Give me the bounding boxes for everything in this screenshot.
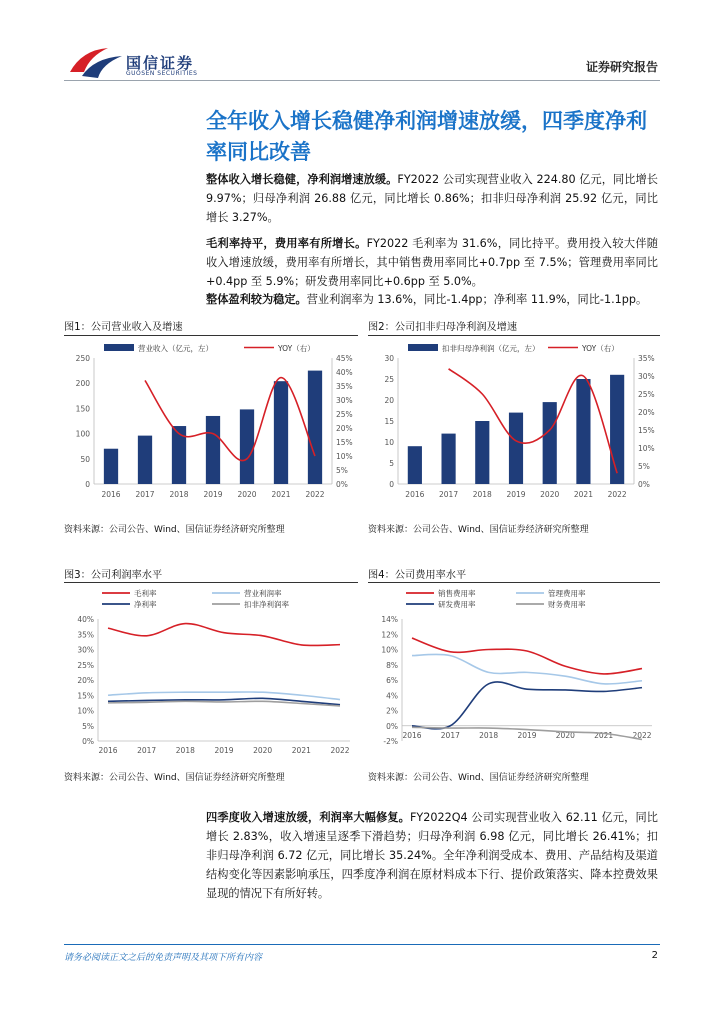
fig2-ytick-left: 25 bbox=[384, 375, 394, 384]
fig2-ytick-left: 10 bbox=[384, 438, 394, 447]
fig1-ytick-right: 35% bbox=[336, 382, 353, 391]
fig2-legend-bar-swatch bbox=[408, 344, 438, 351]
fig1-xtick: 2018 bbox=[169, 490, 189, 499]
fig4-chart bbox=[368, 585, 660, 757]
fig3-title: 图3：公司利润率水平 bbox=[64, 570, 163, 581]
fig2-ytick-right: 5% bbox=[638, 462, 650, 471]
paragraph-1-body: FY2022 公司实现营业收入 224.80 亿元，同比增长 9.97%；归母净利润 26.88 亿元，同比增长 0.86%；扣非归母净利润 25.92 亿元，同比增长 3.27%。 bbox=[206, 173, 658, 224]
fig4-ytick: 12% bbox=[381, 630, 398, 640]
fig2-chart bbox=[368, 338, 660, 510]
fig2-ytick-left: 5 bbox=[389, 459, 394, 468]
fig1-source: 资料来源：公司公告、Wind、国信证券经济研究所整理 bbox=[64, 525, 285, 535]
fig1-xtick: 2022 bbox=[305, 490, 325, 499]
fig4-xtick: 2016 bbox=[402, 730, 422, 740]
fig2-bar bbox=[441, 434, 455, 484]
paragraph-3-body: 营业利润率为 13.6%，同比-1.4pp；净利率 11.9%，同比-1.1pp。 bbox=[306, 293, 648, 306]
header-divider bbox=[64, 80, 660, 81]
paragraph-4-lead: 四季度收入增速放缓，利润率大幅修复。 bbox=[206, 811, 410, 824]
fig2-xtick: 2017 bbox=[439, 490, 459, 499]
fig3-source: 资料来源：公司公告、Wind、国信证券经济研究所整理 bbox=[64, 773, 285, 783]
fig3-ytick: 15% bbox=[77, 691, 94, 701]
fig2-ytick-right: 35% bbox=[638, 354, 655, 363]
fig4-title-line bbox=[368, 582, 660, 583]
paragraph-4-body: FY2022Q4 公司实现营业收入 62.11 亿元，同比增长 2.83%，收入增速呈逐季下滑趋势；归母净利润 6.98 亿元，同比增长 26.41%；扣非归母净利润 6.72 亿元，同比增长 35.24%。全年净利润受成本、费用、产品结构及渠道结构变化等因素影响承压，四季度净利润在原材料成本下行、提价政策落实、降本控费效果显现的情况下有所好转。 bbox=[206, 811, 658, 900]
fig3-series-line bbox=[108, 692, 340, 700]
fig3-series-line bbox=[108, 624, 340, 646]
fig1-ytick-left: 150 bbox=[75, 404, 90, 414]
fig1-title: 图1：公司营业收入及增速 bbox=[64, 322, 183, 333]
fig1-ytick-right: 25% bbox=[336, 410, 353, 419]
fig4-ytick: 0% bbox=[386, 721, 398, 731]
fig1-xtick: 2016 bbox=[101, 490, 121, 499]
guosen-logo-icon bbox=[68, 46, 124, 80]
fig2-bar bbox=[509, 413, 523, 484]
fig4-source: 资料来源：公司公告、Wind、国信证券经济研究所整理 bbox=[368, 773, 589, 783]
fig1-bar bbox=[104, 449, 118, 484]
fig4-series-line bbox=[412, 654, 642, 684]
fig3-xtick: 2021 bbox=[291, 746, 311, 755]
fig3-xtick: 2022 bbox=[330, 746, 350, 755]
fig2-xtick: 2019 bbox=[506, 490, 526, 499]
fig4-series-line bbox=[412, 682, 642, 729]
fig2-bar bbox=[475, 421, 489, 484]
fig2-bar bbox=[408, 446, 422, 484]
fig4-xtick: 2018 bbox=[479, 730, 499, 740]
fig2-source: 资料来源：公司公告、Wind、国信证券经济研究所整理 bbox=[368, 525, 589, 535]
fig1-xtick: 2019 bbox=[203, 490, 223, 499]
paragraph-4 bbox=[206, 808, 658, 903]
fig4-ytick: 14% bbox=[381, 615, 398, 624]
fig3-title-line bbox=[64, 582, 358, 583]
fig1-ytick-left: 200 bbox=[75, 379, 90, 389]
fig1-ytick-right: 45% bbox=[336, 354, 353, 363]
fig2-yoy-line bbox=[449, 369, 618, 473]
paragraph-3-lead: 整体盈利较为稳定。 bbox=[206, 293, 307, 306]
fig1-ytick-left: 0 bbox=[85, 480, 90, 489]
fig4-xtick: 2022 bbox=[632, 730, 652, 740]
fig4-xtick: 2020 bbox=[555, 730, 575, 740]
section-title: 全年收入增长稳健净利润增速放缓，四季度净利率同比改善 bbox=[206, 109, 647, 164]
company-name: 国信证券 bbox=[126, 54, 195, 72]
fig4-ytick: 6% bbox=[386, 676, 398, 685]
footer-divider bbox=[64, 944, 660, 945]
fig2-xtick: 2018 bbox=[472, 490, 492, 499]
fig3-xtick: 2020 bbox=[253, 746, 273, 755]
fig2-ytick-left: 0 bbox=[389, 480, 394, 489]
fig3-legend-label: 扣非净利润率 bbox=[244, 600, 289, 609]
fig2-xtick: 2020 bbox=[540, 490, 560, 499]
fig2-title: 图2：公司扣非归母净利润及增速 bbox=[368, 322, 518, 333]
fig1-ytick-right: 15% bbox=[336, 438, 353, 447]
fig2-ytick-right: 0% bbox=[638, 480, 650, 489]
paragraph-1 bbox=[206, 170, 658, 227]
fig3-xtick: 2019 bbox=[214, 746, 234, 755]
fig2-bar bbox=[610, 375, 624, 484]
fig4-ytick: 2% bbox=[386, 706, 398, 716]
fig1-ytick-right: 0% bbox=[336, 480, 348, 489]
paragraph-2-lead: 毛利率持平，费用率有所增长。 bbox=[206, 237, 367, 250]
fig4-ytick: 4% bbox=[386, 691, 398, 701]
fig1-ytick-right: 30% bbox=[336, 396, 353, 405]
fig2-ytick-right: 25% bbox=[638, 390, 655, 399]
paragraph-1-lead: 整体收入增长稳健，净利润增速放缓。 bbox=[206, 173, 398, 186]
fig1-xtick: 2020 bbox=[237, 490, 257, 499]
fig1-legend-line-label: YOY（右） bbox=[278, 344, 315, 353]
fig1-chart bbox=[64, 338, 358, 510]
fig1-ytick-right: 20% bbox=[336, 424, 353, 433]
fig2-legend-line-label: YOY（右） bbox=[582, 344, 619, 353]
fig1-ytick-right: 40% bbox=[336, 368, 353, 377]
fig1-title-line bbox=[64, 335, 358, 336]
fig2-xtick: 2021 bbox=[573, 490, 593, 499]
fig2-title-line bbox=[368, 335, 660, 336]
fig4-title: 图4：公司费用率水平 bbox=[368, 570, 467, 581]
fig1-legend-bar-swatch bbox=[104, 344, 134, 351]
fig1-bar bbox=[274, 381, 288, 484]
fig2-xtick: 2016 bbox=[405, 490, 425, 499]
fig2-ytick-left: 30 bbox=[384, 354, 394, 363]
fig1-yoy-line bbox=[145, 378, 315, 461]
fig3-ytick: 35% bbox=[77, 630, 94, 640]
fig3-ytick: 30% bbox=[77, 645, 94, 655]
fig1-ytick-right: 10% bbox=[336, 452, 353, 461]
fig3-xtick: 2018 bbox=[175, 746, 195, 755]
fig3-xtick: 2016 bbox=[98, 746, 118, 755]
paragraph-2 bbox=[206, 234, 658, 291]
fig4-legend-label: 财务费用率 bbox=[548, 600, 586, 609]
fig3-legend-label: 毛利率 bbox=[134, 589, 157, 598]
fig2-legend-bar-label: 扣非归母净利润（亿元，左） bbox=[442, 344, 540, 353]
fig2-ytick-right: 20% bbox=[638, 408, 655, 417]
fig1-bar bbox=[206, 416, 220, 484]
fig4-legend-label: 销售费用率 bbox=[438, 589, 476, 598]
fig2-ytick-right: 15% bbox=[638, 426, 655, 435]
fig3-legend-label: 营业利润率 bbox=[244, 589, 282, 598]
fig3-ytick: 40% bbox=[77, 615, 94, 624]
fig1-bar bbox=[172, 426, 186, 484]
fig3-ytick: 10% bbox=[77, 706, 94, 716]
fig4-xtick: 2019 bbox=[517, 730, 537, 740]
fig1-xtick: 2021 bbox=[271, 490, 291, 499]
fig1-ytick-left: 250 bbox=[75, 354, 90, 363]
fig1-xtick: 2017 bbox=[135, 490, 155, 499]
fig2-bar bbox=[576, 379, 590, 484]
fig4-ytick: 8% bbox=[386, 660, 398, 670]
fig3-ytick: 0% bbox=[82, 737, 94, 746]
fig4-ytick: 10% bbox=[381, 645, 398, 655]
fig3-xtick: 2017 bbox=[137, 746, 157, 755]
fig1-bar bbox=[138, 436, 152, 484]
fig4-series-line bbox=[412, 638, 642, 674]
fig3-ytick: 25% bbox=[77, 660, 94, 670]
fig4-ytick: -2% bbox=[383, 737, 398, 746]
company-name-en: GUOSEN SECURITIES bbox=[126, 70, 198, 77]
paragraph-2-body: FY2022 毛利率为 31.6%，同比持平。费用投入较大伴随收入增速放缓，费用率有所增长，其中销售费用率同比+0.7pp 至 7.5%；管理费用率同比+0.4pp 至 5.9%；研发费用率同比+0.6pp 至 5.0%。 bbox=[206, 237, 658, 288]
fig1-ytick-left: 100 bbox=[75, 429, 90, 439]
fig3-ytick: 5% bbox=[82, 721, 94, 731]
fig3-legend-label: 净利率 bbox=[134, 600, 157, 609]
fig4-xtick: 2017 bbox=[440, 730, 460, 740]
fig2-ytick-right: 30% bbox=[638, 372, 655, 381]
fig1-bar bbox=[308, 371, 322, 484]
fig2-ytick-left: 15 bbox=[384, 417, 394, 426]
fig4-legend-label: 研发费用率 bbox=[438, 600, 476, 609]
fig1-ytick-right: 5% bbox=[336, 466, 348, 475]
fig3-chart bbox=[64, 585, 358, 757]
fig2-bar bbox=[543, 402, 557, 484]
fig2-ytick-right: 10% bbox=[638, 444, 655, 453]
fig4-legend-label: 管理费用率 bbox=[548, 589, 586, 598]
paragraph-3 bbox=[206, 290, 658, 309]
fig1-bar bbox=[240, 409, 254, 484]
fig2-ytick-left: 20 bbox=[384, 396, 394, 405]
fig1-ytick-left: 50 bbox=[80, 454, 90, 464]
report-type: 证券研究报告 bbox=[585, 60, 658, 74]
page-number: 2 bbox=[651, 950, 658, 961]
fig2-xtick: 2022 bbox=[607, 490, 627, 499]
fig1-legend-bar-label: 营业收入（亿元，左） bbox=[138, 344, 213, 353]
footer-disclaimer: 请务必阅读正文之后的免责声明及其项下所有内容 bbox=[64, 953, 263, 963]
fig3-ytick: 20% bbox=[77, 676, 94, 685]
fig4-xtick: 2021 bbox=[594, 730, 614, 740]
